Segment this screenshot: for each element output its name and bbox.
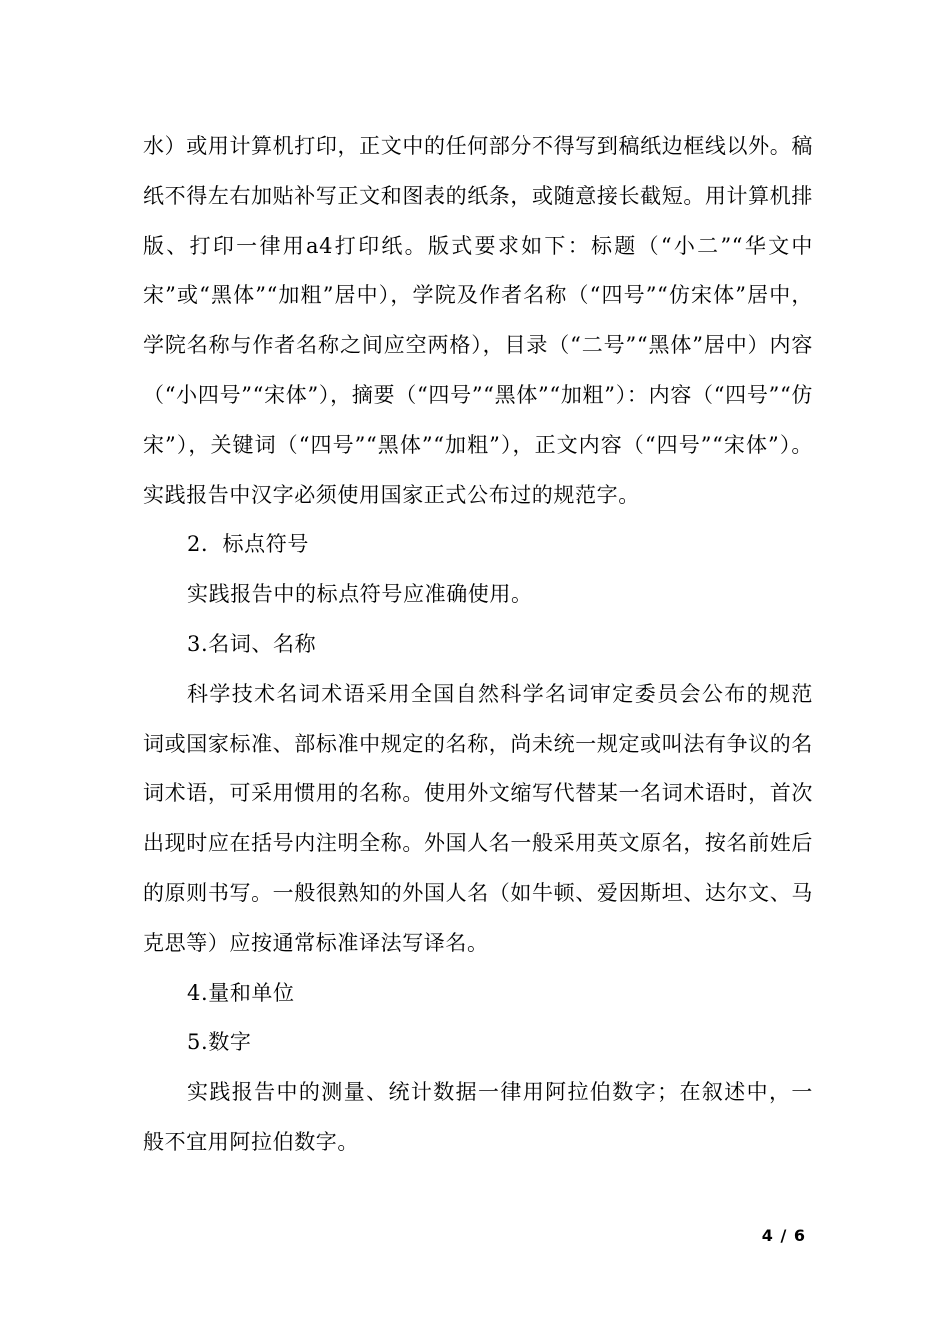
paragraph-numbers: 实践报告中的测量、统计数据一律用阿拉伯数字；在叙述中，一般不宜用阿拉伯数字。 [143, 1080, 813, 1154]
section-heading-numbers: 5.数字 [187, 1030, 252, 1055]
paragraph-terms: 科学技术名词术语采用全国自然科学名词审定委员会公布的规范词或国家标准、部标准中规定的名称，尚未统一规定或叫法有争议的名词术语，可采用惯用的名称。使用外文缩写代替某一名词术语时，首次出现时应在括号内注明全称。外国人名一般采用英文原名，按名前姓后的原则书写。一般很熟知的外国人名（如牛顿、爱因斯坦、达尔文、马克思等）应按通常标准译法写译名。 [143, 681, 813, 955]
paragraph-layout-requirements: 水）或用计算机打印，正文中的任何部分不得写到稿纸边框线以外。稿纸不得左右加贴补写正文和图表的纸条，或随意接长截短。用计算机排版、打印一律用a4打印纸。版式要求如下：标题（“小二”“华文中宋”或“黑体”“加粗”居中），学院及作者名称（“四号”“仿宋体”居中，学院名称与作者名称之间应空两格），目录（“二号”“黑体”居中）内容（“小四号”“宋体”），摘要（“四号”“黑体”“加粗”）：内容（“四号”“仿宋”），关键词（“四号”“黑体”“加粗”），正文内容（“四号”“宋体”）。实践报告中汉字必须使用国家正式公布过的规范字。 [143, 134, 813, 507]
page-number: 4 / 6 [761, 1226, 806, 1245]
paragraph-punctuation: 实践报告中的标点符号应准确使用。 [187, 582, 533, 607]
section-heading-punctuation: 2．标点符号 [187, 532, 309, 557]
section-heading-terms: 3.名词、名称 [187, 631, 317, 656]
document-body [143, 122, 813, 1168]
section-heading-units: 4.量和单位 [187, 980, 295, 1005]
